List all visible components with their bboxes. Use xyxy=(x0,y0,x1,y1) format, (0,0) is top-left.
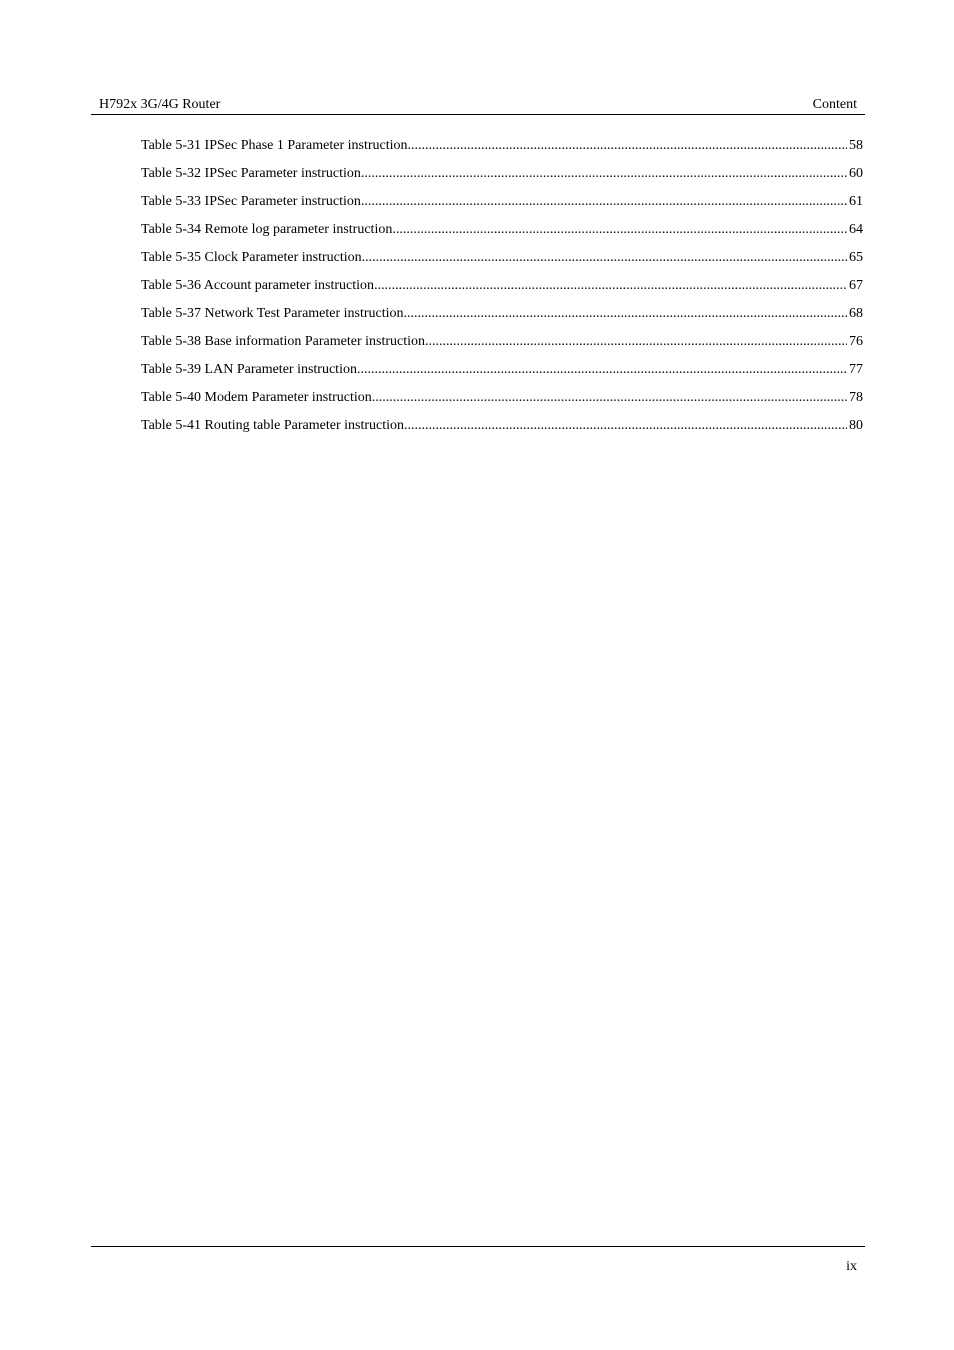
toc-entry-title: Table 5-35 Clock Parameter instruction xyxy=(141,250,362,265)
toc-entry-title: Table 5-41 Routing table Parameter instruction xyxy=(141,418,405,433)
toc-entry-title: Table 5-32 IPSec Parameter instruction xyxy=(141,166,361,181)
toc-entry-title: Table 5-39 LAN Parameter instruction xyxy=(141,362,357,377)
footer-divider xyxy=(91,1246,865,1247)
toc-entry-page: 68 xyxy=(849,306,863,321)
toc-entry[interactable] xyxy=(141,414,863,442)
toc-entry-page: 65 xyxy=(849,250,863,265)
toc-entry[interactable] xyxy=(141,162,863,190)
section-title: Content xyxy=(812,97,857,112)
toc-entry-title: Table 5-31 IPSec Phase 1 Parameter instruction xyxy=(141,138,408,153)
toc-dot-leader xyxy=(404,414,847,438)
toc-dot-leader xyxy=(374,274,847,298)
toc-dot-leader xyxy=(372,386,847,410)
toc-dot-leader xyxy=(408,134,847,158)
toc-entry-page: 76 xyxy=(849,334,863,349)
toc-entry-title: Table 5-40 Modem Parameter instruction xyxy=(141,390,372,405)
toc-entry-page: 58 xyxy=(849,138,863,153)
toc-entry-title: Table 5-38 Base information Parameter instruction xyxy=(141,334,425,349)
toc-entry[interactable] xyxy=(141,386,863,414)
toc-entry[interactable] xyxy=(141,358,863,386)
toc-entry-page: 67 xyxy=(849,278,863,293)
page-header xyxy=(91,95,865,115)
document-title: H792x 3G/4G Router xyxy=(99,97,221,112)
toc-dot-leader xyxy=(392,218,847,242)
toc-entry-title: Table 5-37 Network Test Parameter instruction xyxy=(141,306,404,321)
toc-entry[interactable] xyxy=(141,246,863,274)
toc-entry-page: 77 xyxy=(849,362,863,377)
toc-entry-page: 60 xyxy=(849,166,863,181)
page-number: ix xyxy=(846,1259,857,1274)
toc-entry-page: 80 xyxy=(849,418,863,433)
toc-entry-page: 78 xyxy=(849,390,863,405)
toc-entry-title: Table 5-34 Remote log parameter instruction xyxy=(141,222,393,237)
toc-entry-title: Table 5-36 Account parameter instruction xyxy=(141,278,375,293)
toc-entry-page: 61 xyxy=(849,194,863,209)
toc-dot-leader xyxy=(357,358,847,382)
toc-entry[interactable] xyxy=(141,190,863,218)
toc-entry-title: Table 5-33 IPSec Parameter instruction xyxy=(141,194,361,209)
toc-entry-page: 64 xyxy=(849,222,863,237)
toc-entry[interactable] xyxy=(141,274,863,302)
toc-dot-leader xyxy=(361,190,847,214)
toc-entry[interactable] xyxy=(141,302,863,330)
toc-dot-leader xyxy=(404,302,847,326)
toc-entry[interactable] xyxy=(141,330,863,358)
toc-dot-leader xyxy=(362,246,847,270)
table-of-contents xyxy=(141,134,863,442)
toc-entry[interactable] xyxy=(141,218,863,246)
toc-dot-leader xyxy=(361,162,847,186)
toc-dot-leader xyxy=(425,330,847,354)
toc-entry[interactable] xyxy=(141,134,863,162)
